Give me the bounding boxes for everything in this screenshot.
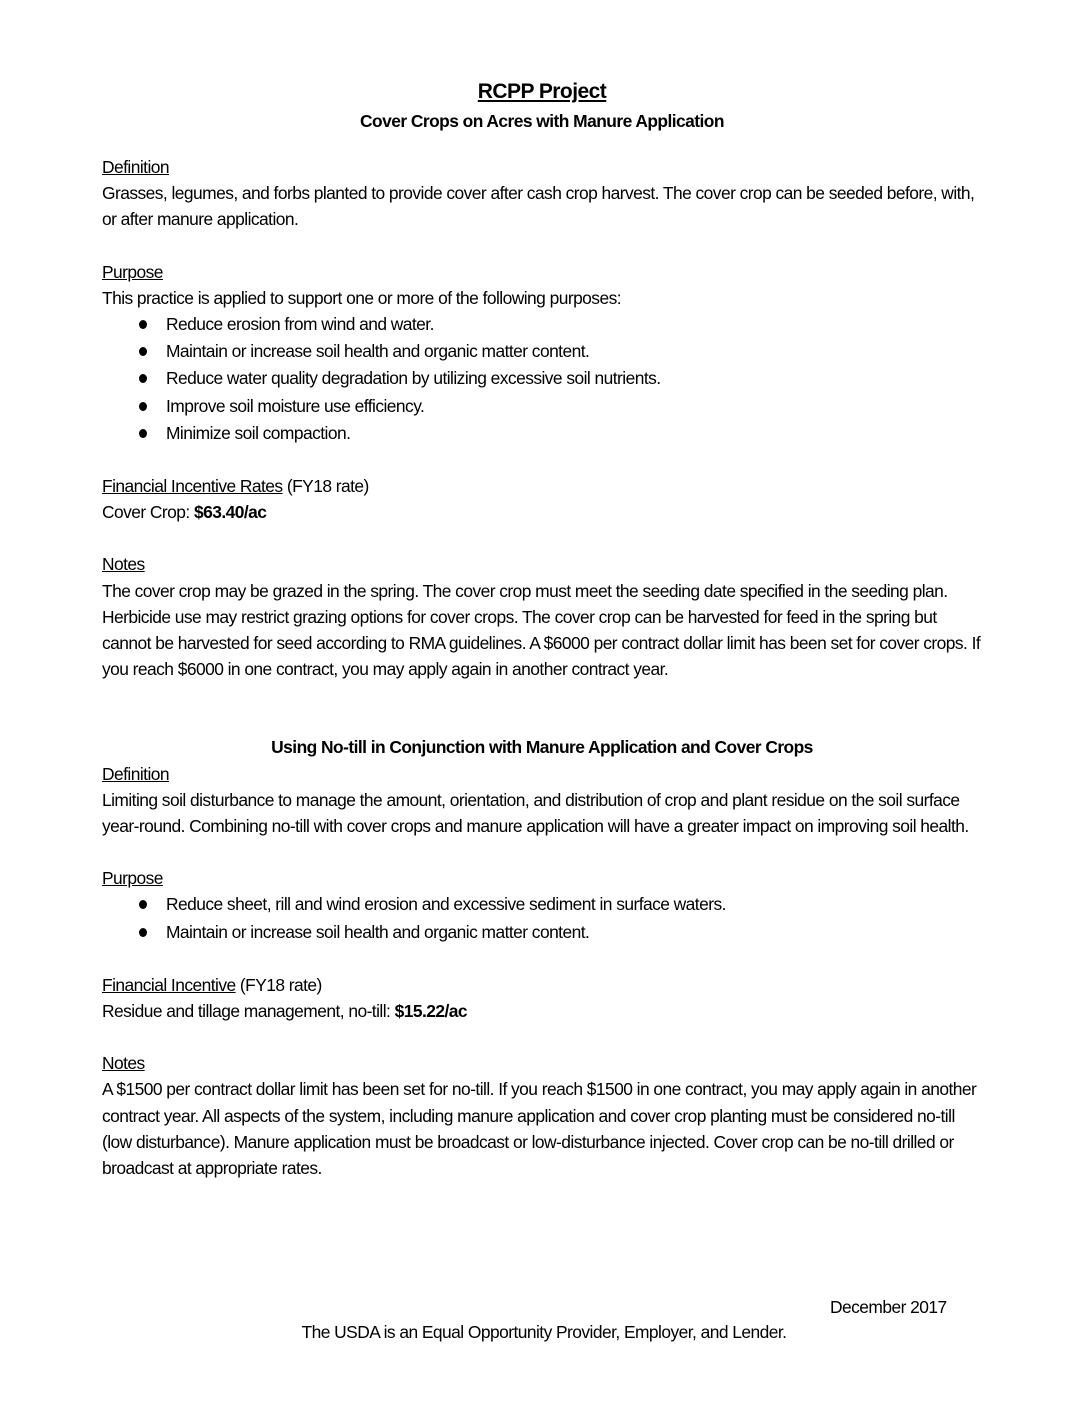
definition-heading: Definition <box>102 763 170 784</box>
bullet-icon <box>139 402 147 411</box>
bullet-icon <box>139 347 147 356</box>
purpose-heading: Purpose <box>102 868 163 889</box>
bullet-icon <box>139 320 147 329</box>
notes-heading: Notes <box>102 554 145 575</box>
list-item: Maintain or increase soil health and organic matter content. <box>102 338 982 365</box>
list-item: Reduce water quality degradation by utilizing excessive soil nutrients. <box>102 365 982 392</box>
bullet-icon <box>139 429 147 438</box>
bullet-icon <box>139 928 147 937</box>
page-title: RCPP Project <box>477 80 607 103</box>
notes-text: A $1500 per contract dollar limit has been set for no-till. If you reach $1500 in one contract, you may apply again in another contract year. All aspects of the system, including manure application and cover crop planting must be considered no-till (low disturbance). Manure application must be broadcast or low-disturbance injected. Cover crop can be no-till drilled or broadcast at appropriate rates. <box>102 1079 977 1179</box>
section-cover-crops <box>102 154 982 682</box>
document-date: December 2017 <box>830 1297 947 1317</box>
list-item: Minimize soil compaction. <box>102 420 982 447</box>
list-item: Reduce erosion from wind and water. <box>102 311 982 338</box>
list-item: Maintain or increase soil health and organic matter content. <box>102 919 982 946</box>
rate-label: Residue and tillage management, no-till: <box>102 1001 395 1022</box>
rate-value: $63.40/ac <box>193 502 267 523</box>
section-title: Using No-till in Conjunction with Manure Application and Cover Crops <box>271 737 813 758</box>
notes-text: The cover crop may be grazed in the spring. The cover crop must meet the seeding date specified in the seeding plan. Herbicide use may restrict grazing options for cover crops. The cover crop can be harvested for feed in the spring but cannot be harvested for seed according to RMA guidelines. A $6000 per contract dollar limit has been set for cover crops. If you reach $6000 in one contract, you may apply again in another contract year. <box>102 580 981 680</box>
definition-text: Grasses, legumes, and forbs planted to provide cover after cash crop harvest. The cover crop can be seeded before, with, or after manure application. <box>102 183 975 230</box>
list-item: Reduce sheet, rill and wind erosion and excessive sediment in surface waters. <box>102 891 982 918</box>
financial-rate-line <box>102 998 982 1024</box>
bullet-icon <box>139 374 147 383</box>
definition-heading: Definition <box>102 157 170 177</box>
financial-heading-line <box>102 972 982 998</box>
financial-heading-line <box>102 473 982 499</box>
financial-heading: Financial Incentive <box>102 974 236 995</box>
definition-text: Limiting soil disturbance to manage the amount, orientation, and distribution of crop and plant residue on the soil surface year-round. Combining no-till with cover crops and manure application will have a greater impact on improving soil health. <box>102 789 969 837</box>
purpose-intro: This practice is applied to support one or more of the following purposes: <box>102 287 622 308</box>
financial-rate-line <box>102 499 982 525</box>
bullet-icon <box>139 900 147 909</box>
financial-heading-suffix: (FY18 rate) <box>282 476 369 497</box>
financial-heading: Financial Incentive Rates <box>102 476 283 497</box>
rate-label: Cover Crop: <box>102 502 194 523</box>
notes-heading: Notes <box>102 1053 145 1074</box>
section-no-till <box>102 734 982 1181</box>
purpose-list <box>102 891 982 945</box>
list-item: Improve soil moisture use efficiency. <box>102 393 982 420</box>
document-page <box>102 78 982 1181</box>
rate-value: $15.22/ac <box>394 1001 468 1022</box>
purpose-list <box>102 311 982 447</box>
purpose-heading: Purpose <box>102 261 163 282</box>
financial-heading-suffix: (FY18 rate) <box>235 974 322 995</box>
page-subtitle: Cover Crops on Acres with Manure Application <box>360 111 724 131</box>
footer-disclaimer: The USDA is an Equal Opportunity Provider, Employer, and Lender. <box>301 1322 787 1342</box>
